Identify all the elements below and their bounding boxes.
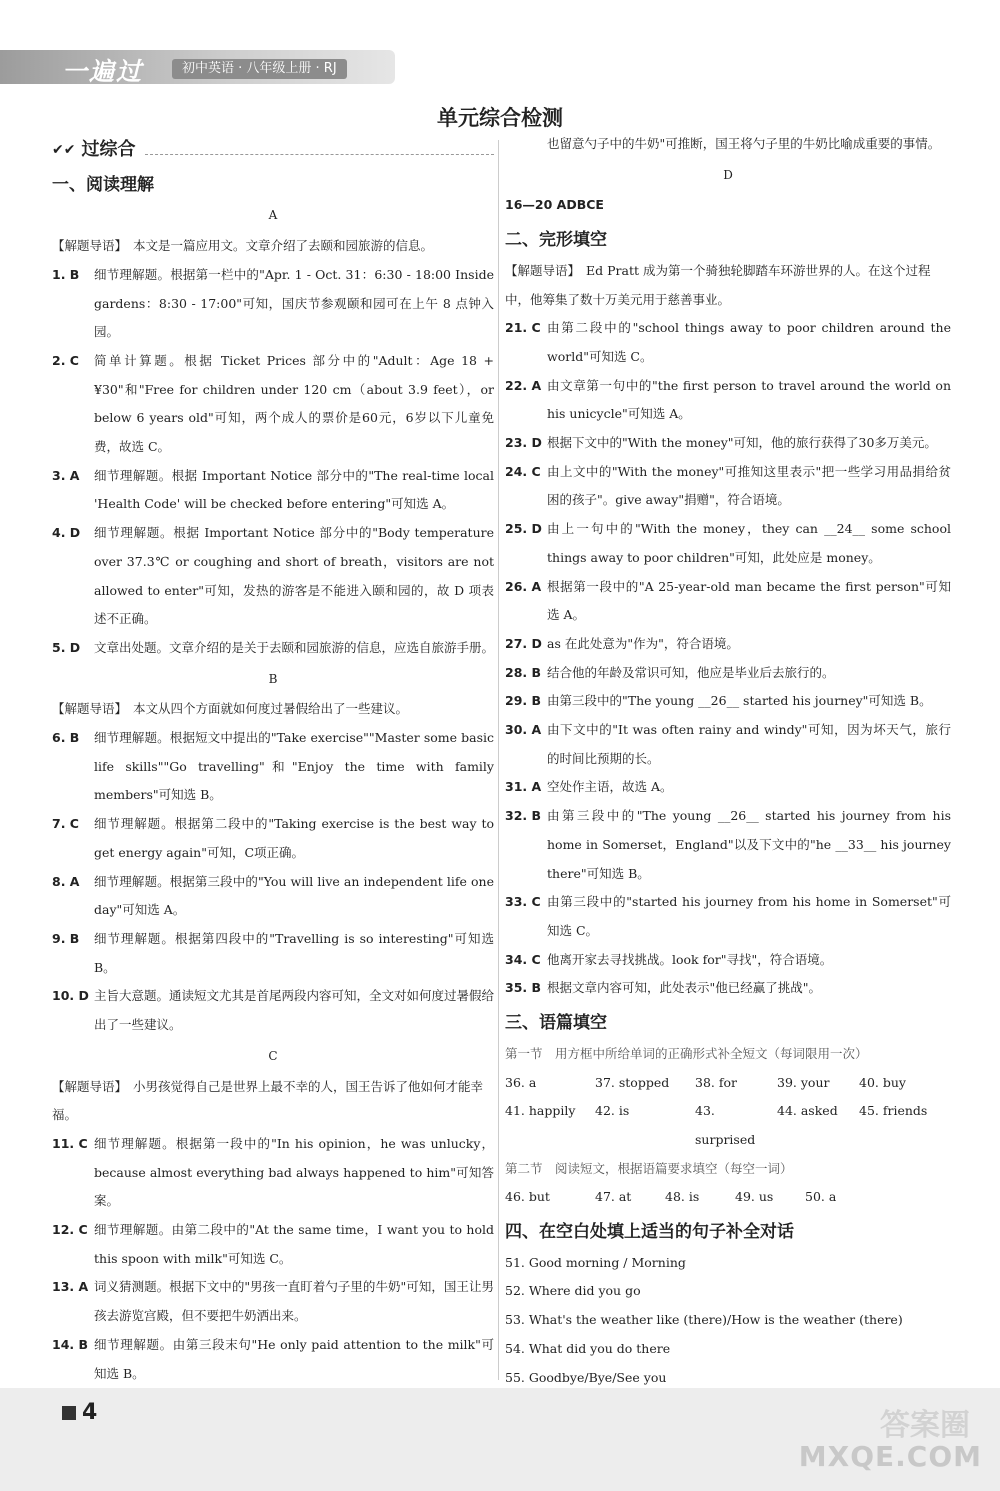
list-item: 54. What did you do there (505, 1340, 671, 1356)
item-text: 根据文章内容可知，此处表示"他已经赢了挑战"。 (547, 980, 821, 996)
guide-text: 小男孩觉得自己是世界上最不幸的人，国王告诉了他如何才能幸福。 (52, 1078, 484, 1123)
item-number: 33. C (505, 894, 541, 910)
list-item (52, 347, 494, 462)
list-item (505, 946, 951, 975)
item-text: 细节理解题。由第二段中的"At the same time，I want you to hold this spoon with milk"可知选 C。 (94, 1222, 494, 1266)
item-number: 32. B (505, 808, 542, 824)
item-number: 11. C (52, 1135, 88, 1151)
page-title: 单元综合检测 (437, 106, 563, 130)
watermark-logo: 答案圈 (880, 1408, 970, 1443)
item-number: 25. D (505, 521, 542, 537)
item-number: 2. C (52, 352, 79, 368)
item-text: 细节理解题。根据第一栏中的"Apr. 1 - Oct. 31：6:30 - 18:00 Inside gardens：8:30 - 17:00"可知，国庆节参观颐和园可在上午 8 点钟入园。 (94, 266, 494, 340)
item-number: 28. B (505, 664, 542, 680)
answer-cell: 39. your (777, 1074, 830, 1090)
passage-a-label: A (268, 208, 278, 223)
list-item (52, 462, 494, 519)
list-item (505, 687, 951, 716)
answer-cell: 50. a (805, 1189, 837, 1205)
item-number: 22. A (505, 377, 542, 393)
list-item (52, 724, 494, 810)
item-number: 21. C (505, 320, 541, 336)
passage-c-guide (52, 1073, 494, 1130)
list-item (505, 659, 951, 688)
item-text: 细节理解题。由第三段末句"He only paid attention to the milk"可知选 B。 (94, 1336, 494, 1381)
section-3-heading: 三、语篇填空 (505, 1013, 607, 1034)
item-number: 29. B (505, 693, 542, 709)
cloze-guide (505, 257, 951, 314)
item-number: 9. B (52, 930, 80, 946)
list-item (505, 458, 951, 515)
item-text: 主旨大意题。通读短文尤其是首尾两段内容可知，全文对如何度过暑假给出了一些建议。 (94, 988, 495, 1033)
item-number: 3. A (52, 467, 80, 483)
item-number: 5. D (52, 639, 81, 655)
item-text: 由第二段中的"school things away to poor children around the world"可知选 C。 (547, 320, 951, 364)
item-text: 细节理解题。根据短文中提出的"Take exercise""Master some basic life skills""Go travelling"和"Enjoy the time with family members"可知选 B。 (94, 730, 494, 803)
item-text: 细节理解题。根据 Important Notice 部分中的"The real-time local 'Health Code' will be checked before entering"可知选 A。 (94, 467, 494, 512)
list-item (505, 716, 951, 773)
item-text: 也留意勺子中的牛奶"可推断，国王将勺子里的牛奶比喻成重要的事情。 (547, 136, 941, 151)
item-number: 8. A (52, 873, 80, 889)
passage-c-label: C (268, 1048, 278, 1063)
item-number: 6. B (52, 730, 80, 746)
item-number: 30. A (505, 722, 542, 738)
item-text: 文章出处题。文章介绍的是关于去颐和园旅游的信息，应选自旅游手册。 (94, 639, 495, 655)
item-number: 31. A (505, 779, 542, 795)
item-text: 由第三段中的"The young __26__ started his journey"可知选 B。 (547, 693, 932, 709)
list-item (52, 261, 494, 347)
item-text: 简单计算题。根据 Ticket Prices 部分中的"Adult：Age 18 + ¥30"和"Free for children under 120 cm（about 3.9 feet），or below 6 years old"可知，两个成人的票价是60元，6岁以下儿童免费，故选 C。 (94, 352, 494, 455)
left-column (52, 130, 494, 1446)
guide-text: Ed Pratt 成为第一个骑独轮脚踏车环游世界的人。在这个过程中，他筹集了数十万美元用于慈善事业。 (505, 262, 931, 307)
dialog-answers (505, 1249, 951, 1393)
answer-cell: 37. stopped (595, 1074, 670, 1090)
spacer (505, 130, 547, 159)
answer-cell: 40. buy (859, 1074, 906, 1090)
list-item (505, 974, 951, 1003)
list-item (505, 573, 951, 630)
item-number: 13. A (52, 1279, 89, 1295)
list-item: 53. What's the weather like (there)/How is the weather (there) (505, 1312, 903, 1328)
list-item (52, 810, 494, 867)
passage-b-label: B (268, 671, 278, 686)
list-item (52, 1216, 494, 1273)
answer-row-3 (505, 1183, 951, 1212)
list-item (52, 982, 494, 1039)
item-text: 结合他的年龄及常识可知，他应是毕业后去旅行的。 (547, 664, 835, 680)
list-item (505, 429, 951, 458)
item-text: 细节理解题。根据第二段中的"Taking exercise is the best way to get energy again"可知，C项正确。 (94, 816, 494, 860)
answer-cell: 36. a (505, 1074, 537, 1090)
cloze-items (505, 314, 951, 1003)
answer-cell: 41. happily (505, 1103, 576, 1119)
list-item (52, 1331, 494, 1388)
item-number: 12. C (52, 1222, 88, 1238)
item-number: 34. C (505, 951, 541, 967)
section-2-heading: 二、完形填空 (505, 230, 607, 251)
item-text: 由第三段中的"The young __26__ started his journey from his home in Somerset，England"以及下文中的"he __33__ his journey there"可知选 B。 (547, 808, 951, 881)
series-label: 初中英语 · 八年级上册 · RJ (172, 59, 347, 79)
passage-b-guide (52, 695, 494, 724)
item-text: 词义猜测题。根据下文中的"男孩一直盯着勺子里的牛奶"可知，国王让男孩去游览宫殿，但不要把牛奶洒出来。 (94, 1279, 494, 1324)
answer-cell: 49. us (735, 1189, 774, 1205)
section-main-heading (52, 136, 494, 165)
guide-text: 本文从四个方面就如何度过暑假给出了一些建议。 (133, 701, 409, 717)
column-divider (498, 140, 499, 1380)
item-text: 他离开家去寻找挑战。look for"寻找"，符合语境。 (547, 951, 833, 967)
item-number: 4. D (52, 525, 81, 541)
check-icon: ✔✔ (52, 142, 76, 158)
answer-cell: 38. for (695, 1074, 737, 1090)
list-item (52, 519, 494, 634)
item-number: 27. D (505, 635, 542, 651)
list-item: 55. Goodbye/Bye/See you (505, 1369, 667, 1385)
answer-cell: 46. but (505, 1189, 550, 1205)
answer-cell: 43. surprised (695, 1103, 756, 1147)
continued-text (505, 130, 951, 159)
item-number: 1. B (52, 266, 80, 282)
watermark-url: MXQE.COM (798, 1440, 982, 1473)
item-number: 24. C (505, 463, 541, 479)
list-item (52, 868, 494, 925)
list-item (52, 634, 494, 663)
item-text: 由上文中的"With the money"可推知这里表示"把一些学习用品捐给贫困的孩子"。give away"捐赠"，符合语境。 (547, 463, 951, 508)
list-item (505, 372, 951, 429)
guide-text: 本文是一篇应用文。文章介绍了去颐和园旅游的信息。 (133, 238, 434, 254)
answer-cell: 42. is (595, 1103, 630, 1119)
list-item (505, 314, 951, 371)
item-text: 根据下文中的"With the money"可知，他的旅行获得了30多万美元。 (547, 435, 937, 451)
passage-a-items (52, 261, 494, 663)
item-number: 26. A (505, 578, 542, 594)
section-1-heading: 一、阅读理解 (52, 174, 154, 195)
list-item (505, 888, 951, 945)
item-text: 细节理解题。根据第一段中的"In his opinion，he was unlucky，because almost everything bad always happened to him"可知答案。 (94, 1135, 494, 1209)
passage-d-label: D (723, 167, 733, 182)
brand-logo: 一遍过 (62, 57, 144, 86)
section-4-heading: 四、在空白处填上适当的句子补全对话 (505, 1222, 794, 1243)
list-item (505, 802, 951, 888)
section-main-label: 过综合 (81, 139, 136, 160)
item-text: 细节理解题。根据 Important Notice 部分中的"Body temperature over 37.3℃ or coughing and short of breath，visitors are not allowed to enter"可知，发热的游客是不能进入颐和园的，故 D 项表述不正确。 (94, 525, 494, 627)
d-answers: 16—20 ADBCE (505, 197, 604, 213)
guide-tag: 【解题导语】 (505, 262, 581, 278)
item-number: 23. D (505, 435, 542, 451)
item-text: as 在此处意为"作为"，符合语境。 (547, 635, 739, 651)
list-item: 51. Good morning / Morning (505, 1254, 686, 1270)
item-text: 由下文中的"It was often rainy and windy"可知，因为坏天气，旅行的时间比预期的长。 (547, 722, 951, 766)
answer-cell: 44. asked (777, 1103, 838, 1119)
answer-cell: 48. is (665, 1189, 700, 1205)
guide-tag: 【解题导语】 (52, 701, 128, 717)
item-number: 10. D (52, 988, 89, 1004)
answer-cell: 45. friends (859, 1103, 928, 1119)
item-text: 根据第一段中的"A 25-year-old man became the first person"可知选 A。 (547, 578, 951, 623)
guide-tag: 【解题导语】 (52, 238, 128, 254)
list-item (52, 1130, 494, 1216)
part-2-instruction: 第二节 阅读短文，根据语篇要求填空（每空一词） (505, 1160, 793, 1176)
list-item (505, 773, 951, 802)
list-item (505, 515, 951, 572)
list-item: 52. Where did you go (505, 1283, 641, 1299)
item-number: 14. B (52, 1336, 89, 1352)
list-item (505, 630, 951, 659)
right-column (505, 130, 951, 1392)
part-1-instruction: 第一节 用方框中所给单词的正确形式补全短文（每词限用一次） (505, 1045, 868, 1061)
item-number: 7. C (52, 816, 79, 832)
item-number: 35. B (505, 980, 542, 996)
item-text: 空处作主语，故选 A。 (547, 779, 673, 795)
answer-row-2 (505, 1097, 951, 1154)
item-text: 细节理解题。根据第四段中的"Travelling is so interesting"可知选 B。 (94, 930, 494, 975)
divider (145, 154, 494, 155)
guide-tag: 【解题导语】 (52, 1078, 128, 1094)
passage-b-items (52, 724, 494, 1040)
item-text: 由上一句中的"With the money，they can __24__ some school things away to poor children"可知，此处应是 money。 (547, 521, 951, 565)
list-item (52, 925, 494, 982)
item-text: 由文章第一句中的"the first person to travel around the world on his unicycle"可知选 A。 (547, 377, 951, 422)
item-text: 由第三段中的"started his journey from his home in Somerset"可知选 C。 (547, 894, 951, 938)
answer-cell: 47. at (595, 1189, 632, 1205)
answer-row-1 (505, 1069, 951, 1098)
passage-a-guide (52, 232, 494, 261)
item-text: 细节理解题。根据第三段中的"You will live an independent life one day"可知选 A。 (94, 873, 494, 918)
page-number-text: 4 (82, 1400, 98, 1425)
list-item (52, 1273, 494, 1330)
page-number (62, 1400, 97, 1425)
square-icon (62, 1406, 76, 1420)
